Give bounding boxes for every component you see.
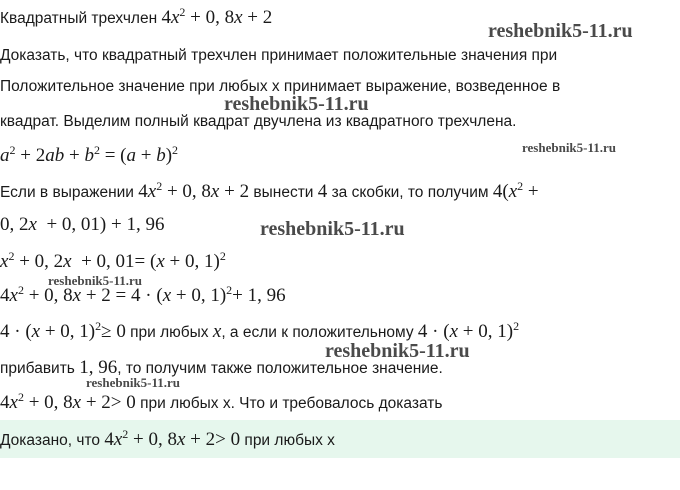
explain-text-2: квадрат. Выделим полный квадрат двучлена из квадратного трехчлена. bbox=[0, 113, 517, 130]
watermark: reshebnik5-11.ru bbox=[86, 375, 181, 390]
formula-positive-result: $4x^2 + 0$, 8x + 2> 0 bbox=[104, 427, 241, 450]
step-factor-line bbox=[0, 180, 680, 205]
formula-square-term: 4 · (x + 0, 1)$^2$ bbox=[417, 319, 520, 342]
formula-square-binomial: $a^2 + 2ab + b^2 = (a + b)^2$ bbox=[0, 143, 179, 166]
formula-result: $4x^2 + 0$, 8x + 2 = 4 · (x + 0, 1)$^2$+ 1, 96 bbox=[0, 283, 286, 306]
formula-x: x bbox=[212, 321, 222, 342]
step-factor-middle2: за скобки, то получим bbox=[331, 184, 489, 201]
step-positive-suffix: , а если к положительному bbox=[221, 324, 414, 341]
watermark: reshebnik5-11.ru bbox=[325, 340, 470, 362]
result-line bbox=[0, 428, 680, 453]
formula-factored-end: 0, 2x + 0, 01) + 1, 96 bbox=[0, 214, 165, 235]
result-prefix: Доказано, что bbox=[0, 432, 101, 449]
explain-text-1: Положительное значение при любых x принимает выражение, возведенное в bbox=[0, 78, 561, 95]
formula-constant: 1, 96 bbox=[79, 357, 118, 378]
task-line bbox=[0, 44, 680, 68]
formula-square-identity: $x^2 + 0$, 2x + 0, 01= (x + 0, 1)$^2$ bbox=[0, 249, 226, 272]
formula-factored-start: $4(x^2$ + bbox=[492, 179, 539, 202]
result-suffix: при любых х bbox=[244, 432, 335, 449]
watermark: reshebnik5-11.ru bbox=[522, 140, 617, 155]
title-text: Квадратный трехчлен bbox=[0, 10, 158, 27]
step-positive-middle: при любых bbox=[130, 324, 209, 341]
formula-trinomial-2: $4x^2 + 0$, 8x + 2 bbox=[138, 179, 250, 202]
step-add-suffix: , то получим также положительное значение. bbox=[117, 360, 443, 377]
conclusion-line bbox=[0, 391, 680, 416]
formula-four: 4 bbox=[317, 181, 328, 202]
watermark: reshebnik5-11.ru bbox=[48, 273, 143, 288]
formula-trinomial: $4x^2 + 0$, 8x + 2 bbox=[161, 5, 273, 28]
watermark: reshebnik5-11.ru bbox=[488, 20, 633, 42]
watermark: reshebnik5-11.ru bbox=[224, 93, 369, 115]
formula-positive: $4x^2 + 0$, 8x + 2> 0 bbox=[0, 390, 136, 413]
step-factor-prefix: Если в выражении bbox=[0, 184, 134, 201]
watermark: reshebnik5-11.ru bbox=[260, 218, 405, 240]
conclusion-suffix: при любых х. Что и требовалось доказать bbox=[140, 395, 443, 412]
formula-nonnegative: 4 · (x + 0, 1)$^2$≥ 0 bbox=[0, 319, 126, 342]
step-add-prefix: прибавить bbox=[0, 360, 75, 377]
step-factor-middle: вынести bbox=[253, 184, 314, 201]
task-text: Доказать, что квадратный трехчлен принимает положительные значения при bbox=[0, 47, 558, 64]
